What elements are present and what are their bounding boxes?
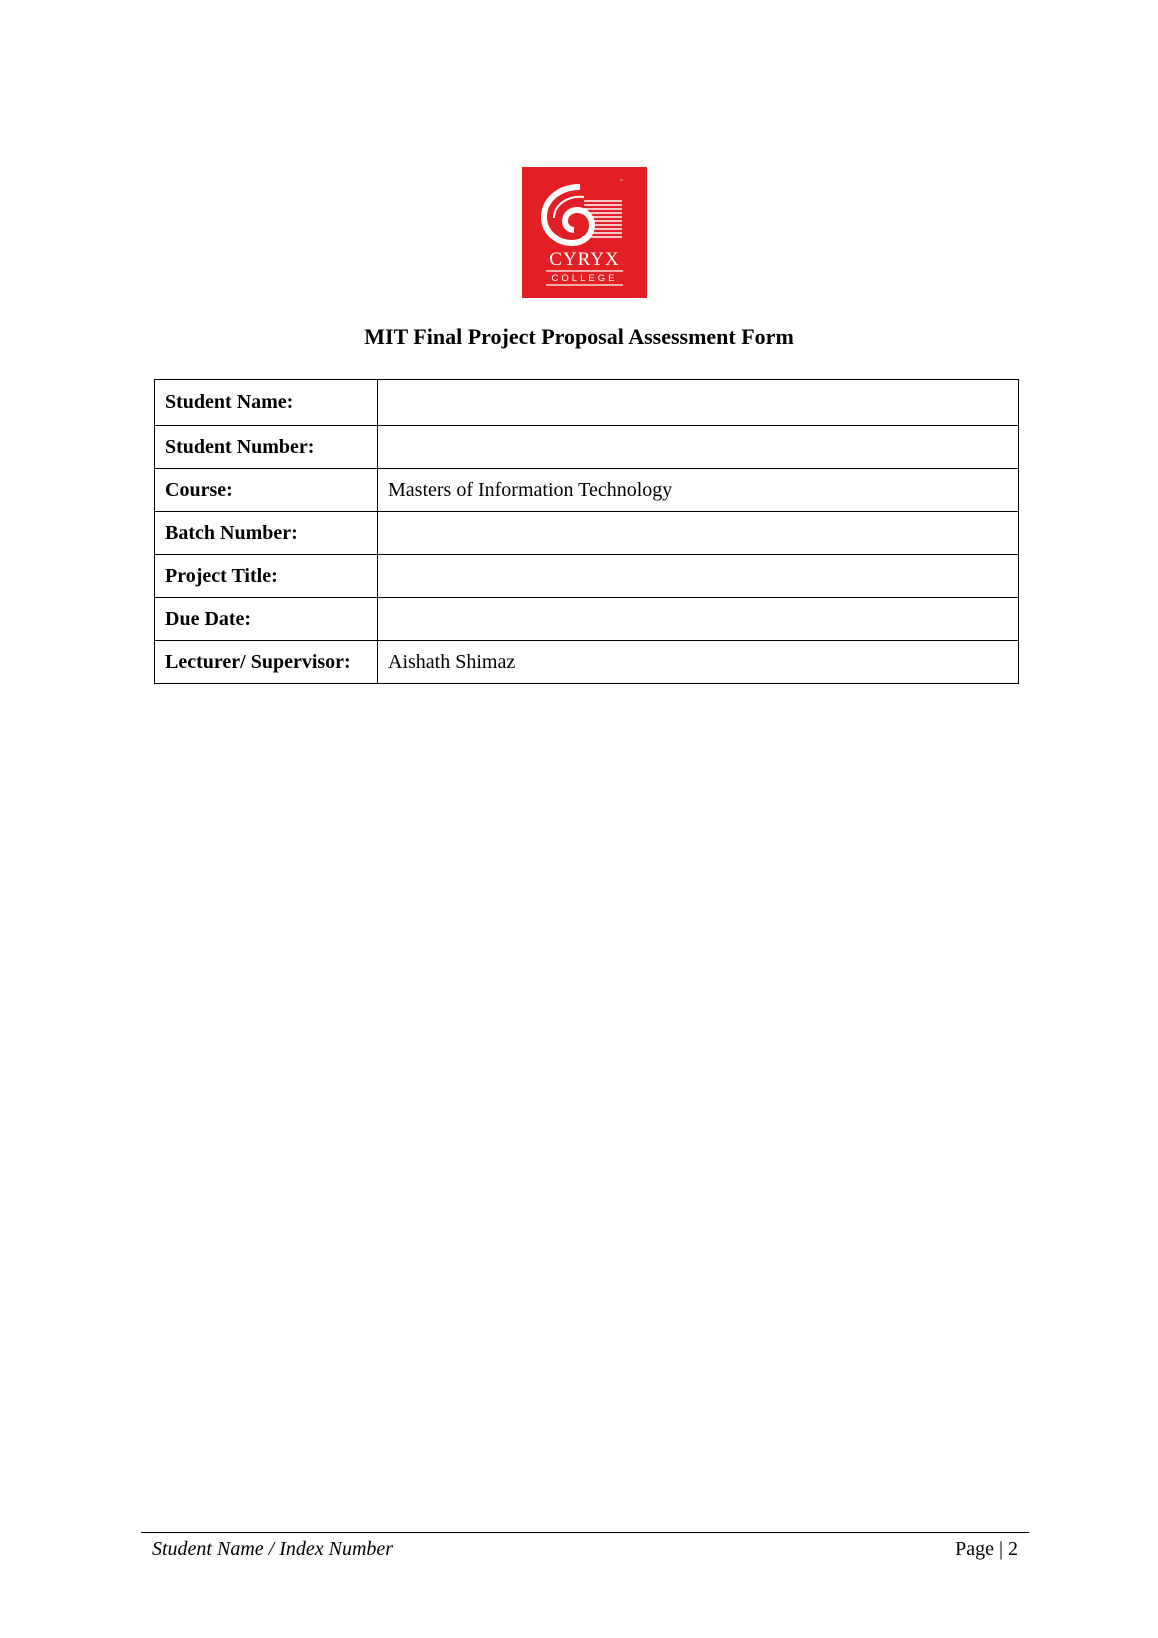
due-date-label: Due Date: <box>155 598 378 641</box>
logo-subtitle: COLLEGE <box>551 273 618 284</box>
footer-divider <box>141 1532 1029 1533</box>
table-row <box>155 469 1019 512</box>
table-row <box>155 555 1019 598</box>
logo-wordmark: CYRYX <box>549 249 620 270</box>
footer-page-number: Page | 2 <box>955 1538 1018 1560</box>
logo-tm: ™ <box>619 179 624 185</box>
student-number-label: Student Number: <box>155 426 378 469</box>
footer-student-index: Student Name / Index Number <box>152 1538 394 1560</box>
student-name-label: Student Name: <box>155 380 378 426</box>
student-number-field[interactable] <box>378 426 1019 469</box>
student-info-table <box>154 379 1019 684</box>
due-date-field[interactable] <box>378 598 1019 641</box>
table-row <box>155 512 1019 555</box>
table-row <box>155 598 1019 641</box>
table-row <box>155 380 1019 426</box>
supervisor-label: Lecturer/ Supervisor: <box>155 641 378 684</box>
supervisor-field[interactable]: Aishath Shimaz <box>378 641 1019 684</box>
cyryx-college-logo <box>522 167 647 298</box>
course-label: Course: <box>155 469 378 512</box>
page-title: MIT Final Project Proposal Assessment Form <box>364 324 794 349</box>
batch-number-label: Batch Number: <box>155 512 378 555</box>
course-field[interactable]: Masters of Information Technology <box>378 469 1019 512</box>
table-row <box>155 426 1019 469</box>
table-row <box>155 641 1019 684</box>
project-title-label: Project Title: <box>155 555 378 598</box>
batch-number-field[interactable] <box>378 512 1019 555</box>
project-title-field[interactable] <box>378 555 1019 598</box>
student-name-field[interactable] <box>378 380 1019 426</box>
